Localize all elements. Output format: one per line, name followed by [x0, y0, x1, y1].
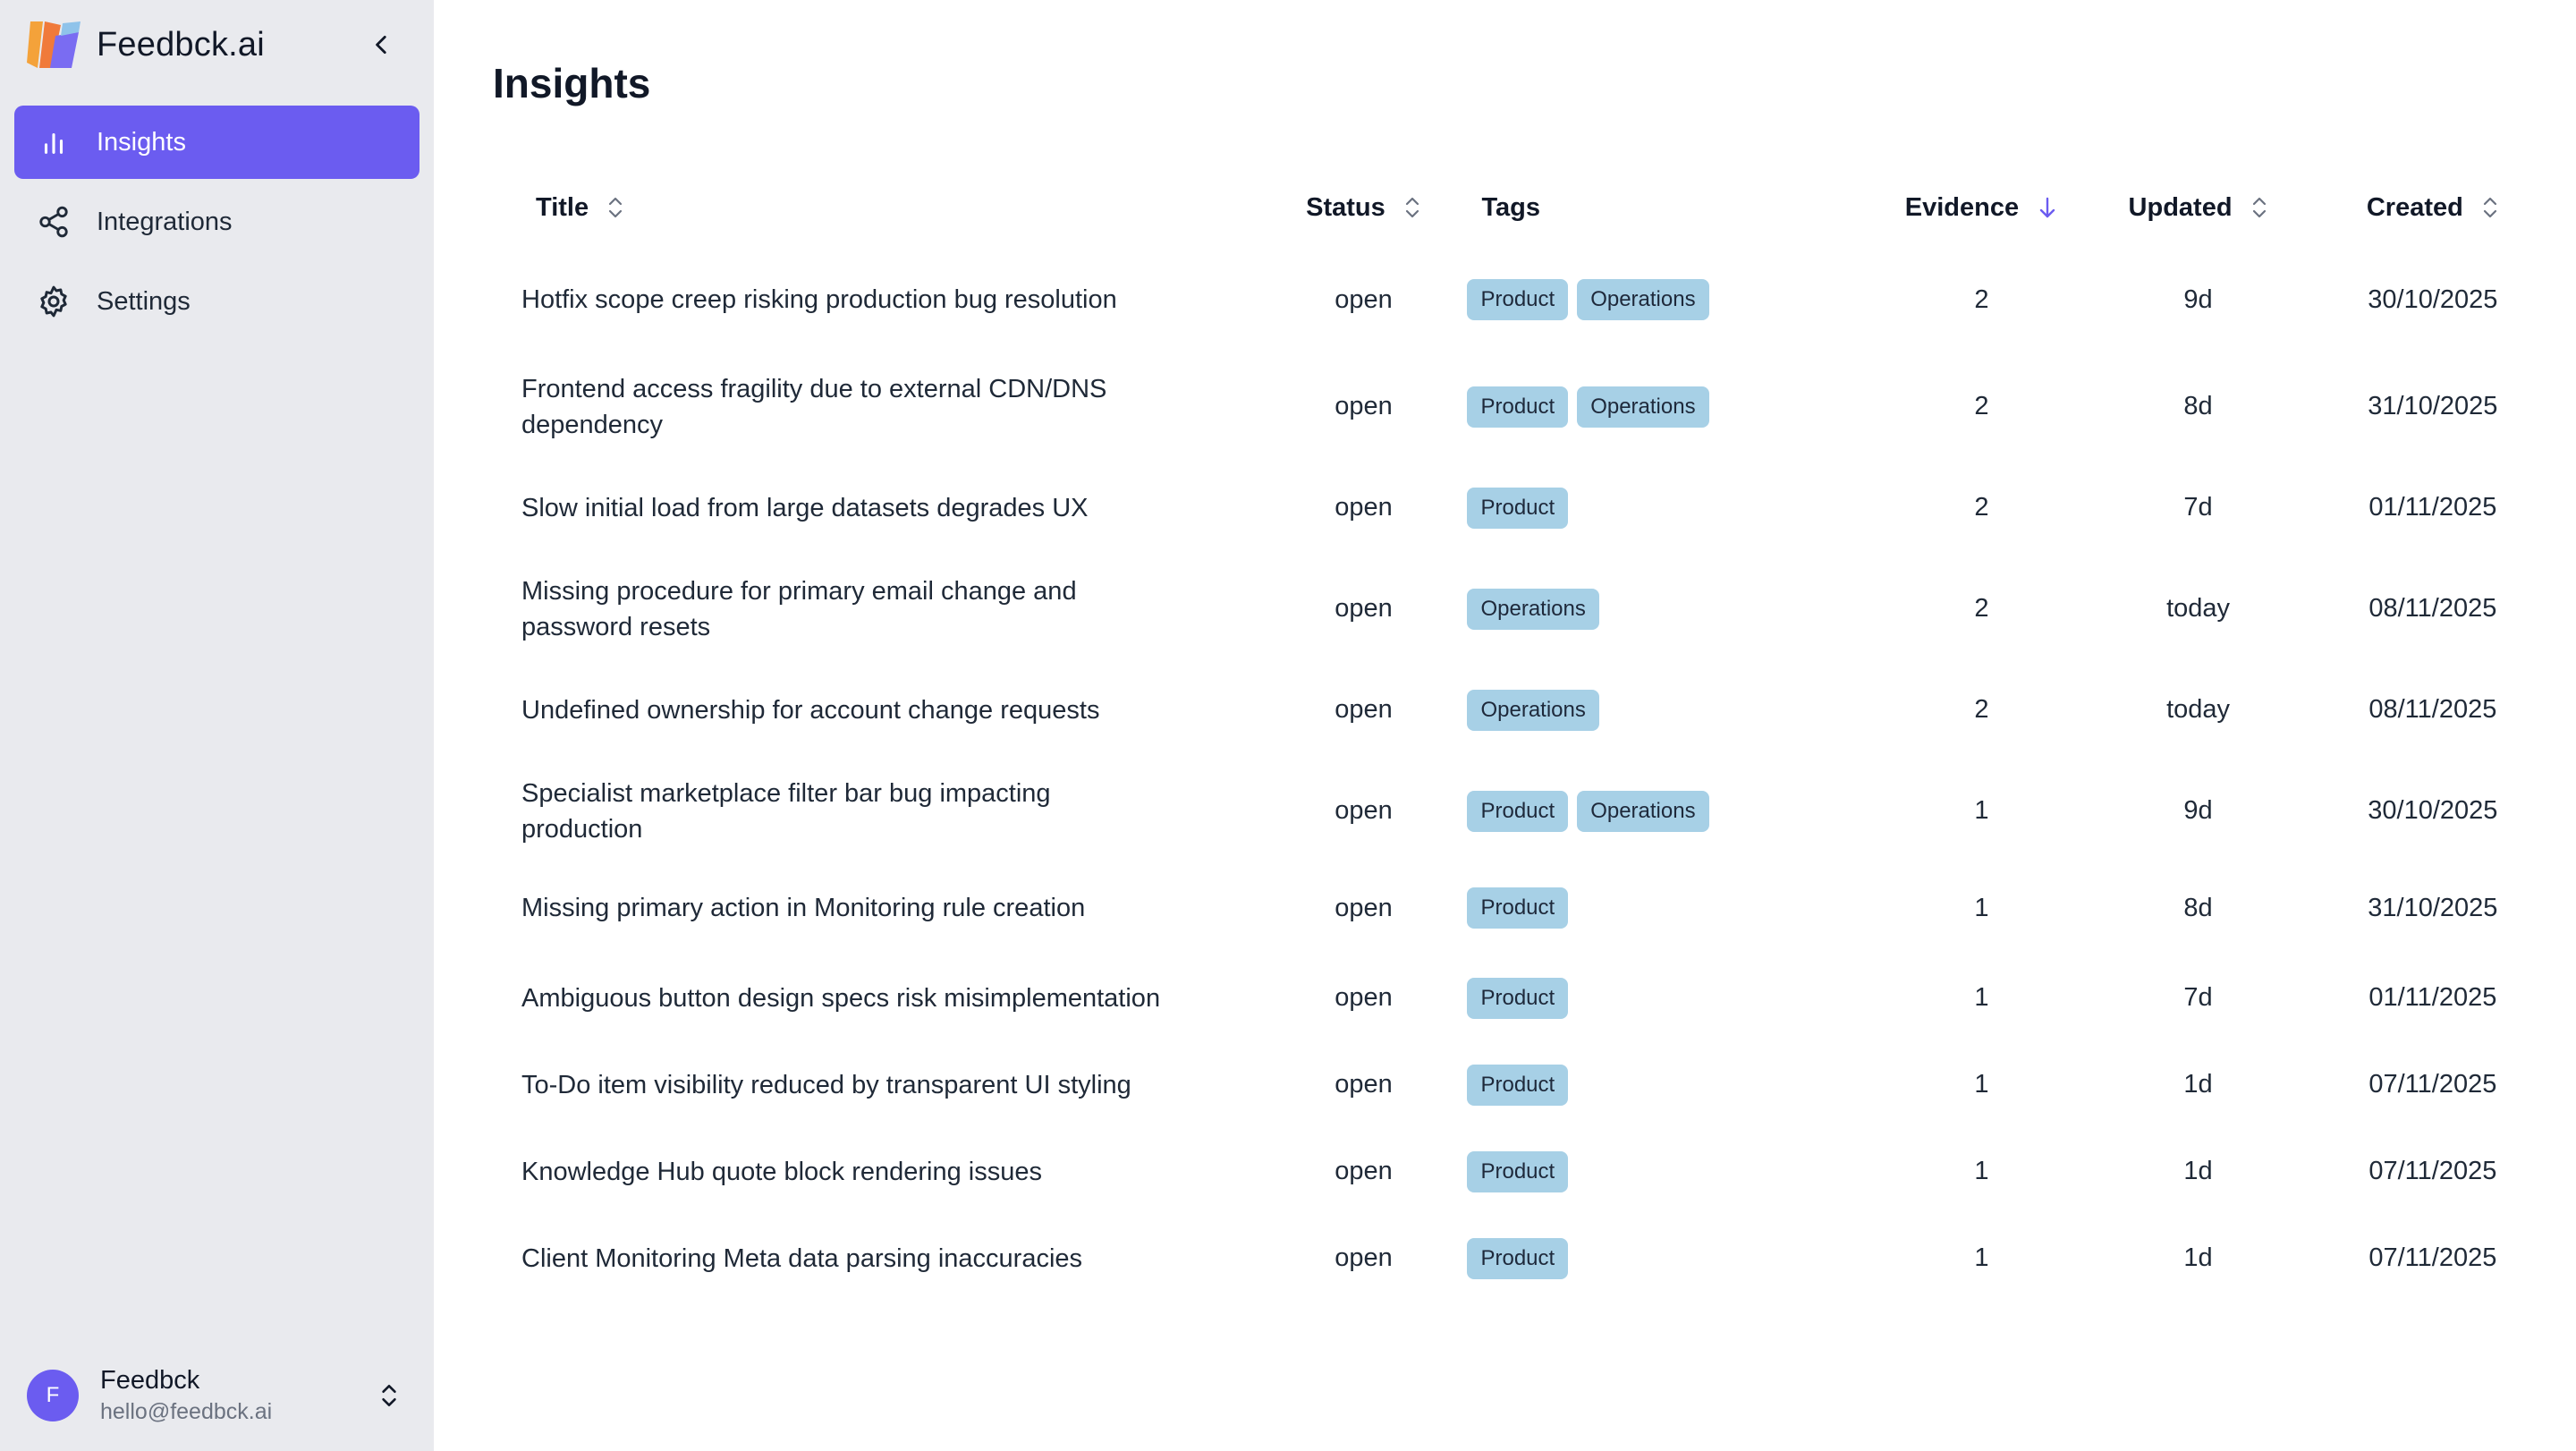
tag-badge[interactable]: Operations [1577, 386, 1708, 428]
tag-badge[interactable]: Product [1467, 887, 1568, 929]
table-header-row [493, 172, 2550, 243]
updated-cell: today [2166, 695, 2231, 724]
updated-cell: 9d [2183, 284, 2213, 314]
created-cell: 01/11/2025 [2368, 493, 2497, 522]
created-cell: 07/11/2025 [2368, 1070, 2497, 1099]
updated-cell: 1d [2183, 1243, 2213, 1272]
chevron-left-icon [370, 33, 394, 56]
user-email: hello@feedbck.ai [100, 1399, 273, 1424]
status-cell: open [1335, 1070, 1393, 1099]
updated-cell: today [2166, 594, 2231, 623]
created-cell: 31/10/2025 [2368, 893, 2498, 922]
insight-title: Slow initial load from large datasets degrades UX [521, 493, 1089, 522]
column-header-created[interactable]: Created [2316, 172, 2550, 243]
user-menu[interactable] [27, 1360, 407, 1431]
sort-descending-icon [2037, 194, 2058, 221]
chevron-up-down-icon [371, 1378, 407, 1413]
updated-cell: 7d [2183, 493, 2213, 522]
updated-cell: 1d [2183, 1157, 2213, 1185]
insight-title: Hotfix scope creep risking production bug resolution [521, 285, 1117, 314]
status-cell: open [1335, 284, 1393, 314]
sidebar-item-label: Integrations [97, 207, 233, 236]
sort-icon [1403, 194, 1421, 221]
updated-cell: 7d [2183, 983, 2213, 1012]
insight-title: To-Do item visibility reduced by transparent UI styling [521, 1070, 1131, 1099]
evidence-count: 1 [1974, 1070, 1989, 1099]
evidence-count: 1 [1974, 796, 1989, 825]
table-row[interactable] [493, 558, 2550, 659]
created-cell: 07/11/2025 [2368, 1157, 2497, 1185]
sort-icon [2250, 194, 2268, 221]
created-cell: 31/10/2025 [2368, 392, 2498, 420]
evidence-count: 1 [1974, 1157, 1989, 1185]
bar-chart-icon [36, 124, 72, 160]
table-row[interactable] [493, 760, 2550, 861]
evidence-count: 2 [1974, 493, 1989, 522]
status-cell: open [1335, 796, 1393, 825]
evidence-count: 2 [1974, 594, 1989, 623]
column-header-status[interactable]: Status [1259, 172, 1467, 243]
share-icon [36, 204, 72, 240]
insights-table [493, 172, 2550, 1302]
brand[interactable] [25, 16, 265, 73]
status-cell: open [1335, 594, 1393, 623]
tag-badge[interactable]: Operations [1467, 589, 1598, 630]
table-row[interactable] [493, 659, 2550, 760]
tag-badge[interactable]: Operations [1577, 279, 1708, 320]
evidence-count: 2 [1974, 392, 1989, 420]
tag-badge[interactable]: Product [1467, 279, 1568, 320]
created-cell: 30/10/2025 [2368, 796, 2498, 825]
brand-name: Feedbck.ai [97, 25, 265, 64]
evidence-count: 1 [1974, 983, 1989, 1012]
created-cell: 08/11/2025 [2368, 695, 2497, 724]
sidebar-nav [14, 106, 419, 344]
sidebar-item-settings[interactable] [14, 265, 419, 338]
table-row[interactable] [493, 243, 2550, 356]
insight-title: Frontend access fragility due to external CDN/DNS dependency [521, 374, 1107, 439]
tag-badge[interactable]: Operations [1467, 690, 1598, 731]
tag-badge[interactable]: Operations [1577, 791, 1708, 832]
status-cell: open [1335, 983, 1393, 1012]
column-header-tags: Tags [1481, 192, 1541, 222]
evidence-count: 1 [1974, 1243, 1989, 1272]
user-name: Feedbck [100, 1366, 200, 1395]
status-cell: open [1335, 695, 1393, 724]
evidence-count: 2 [1974, 284, 1989, 314]
insight-title: Specialist marketplace filter bar bug impacting production [521, 778, 1051, 844]
status-cell: open [1335, 893, 1393, 922]
table-row[interactable] [493, 457, 2550, 558]
updated-cell: 8d [2183, 392, 2213, 420]
table-row[interactable] [493, 955, 2550, 1041]
created-cell: 07/11/2025 [2368, 1243, 2497, 1272]
logo-icon [25, 16, 82, 73]
table-row[interactable] [493, 1215, 2550, 1302]
insight-title: Ambiguous button design specs risk misimplementation [521, 983, 1161, 1013]
sidebar-item-insights[interactable] [14, 106, 419, 179]
tag-badge[interactable]: Product [1467, 1151, 1568, 1192]
sidebar-item-label: Settings [97, 286, 191, 316]
column-header-title[interactable]: Title [493, 172, 1259, 243]
updated-cell: 1d [2183, 1070, 2213, 1099]
sort-icon [606, 194, 624, 221]
tag-badge[interactable]: Product [1467, 488, 1568, 529]
tag-badge[interactable]: Product [1467, 386, 1568, 428]
collapse-sidebar-button[interactable] [362, 25, 402, 64]
tag-badge[interactable]: Product [1467, 978, 1568, 1019]
table-row[interactable] [493, 1128, 2550, 1215]
sidebar-item-integrations[interactable] [14, 185, 419, 259]
insight-title: Missing primary action in Monitoring rule creation [521, 894, 1086, 922]
table-row[interactable] [493, 356, 2550, 457]
gear-icon [36, 284, 72, 319]
sort-icon [2481, 194, 2499, 221]
sidebar-item-label: Insights [97, 127, 186, 157]
status-cell: open [1335, 392, 1393, 420]
main-content [434, 0, 2576, 1451]
status-cell: open [1335, 1243, 1393, 1272]
created-cell: 30/10/2025 [2368, 284, 2498, 314]
status-cell: open [1335, 493, 1393, 522]
insight-title: Missing procedure for primary email change and password resets [521, 576, 1077, 641]
updated-cell: 8d [2183, 893, 2213, 922]
sidebar [0, 0, 434, 1451]
insight-title: Undefined ownership for account change requests [521, 695, 1100, 725]
page-title: Insights [493, 60, 651, 106]
tag-badge[interactable]: Product [1467, 791, 1568, 832]
created-cell: 08/11/2025 [2368, 594, 2497, 623]
column-header-updated[interactable]: Updated [2080, 172, 2315, 243]
status-cell: open [1335, 1157, 1393, 1185]
column-header-evidence[interactable]: Evidence [1883, 172, 2081, 243]
updated-cell: 9d [2183, 796, 2213, 825]
tag-badge[interactable]: Product [1467, 1238, 1568, 1279]
table-row[interactable] [493, 861, 2550, 955]
created-cell: 01/11/2025 [2368, 983, 2497, 1012]
avatar: F [27, 1370, 79, 1421]
tag-badge[interactable]: Product [1467, 1065, 1568, 1106]
evidence-count: 1 [1974, 893, 1989, 922]
insight-title: Client Monitoring Meta data parsing inaccuracies [521, 1243, 1083, 1273]
table-row[interactable] [493, 1041, 2550, 1128]
evidence-count: 2 [1974, 695, 1989, 724]
insight-title: Knowledge Hub quote block rendering issues [521, 1157, 1042, 1186]
